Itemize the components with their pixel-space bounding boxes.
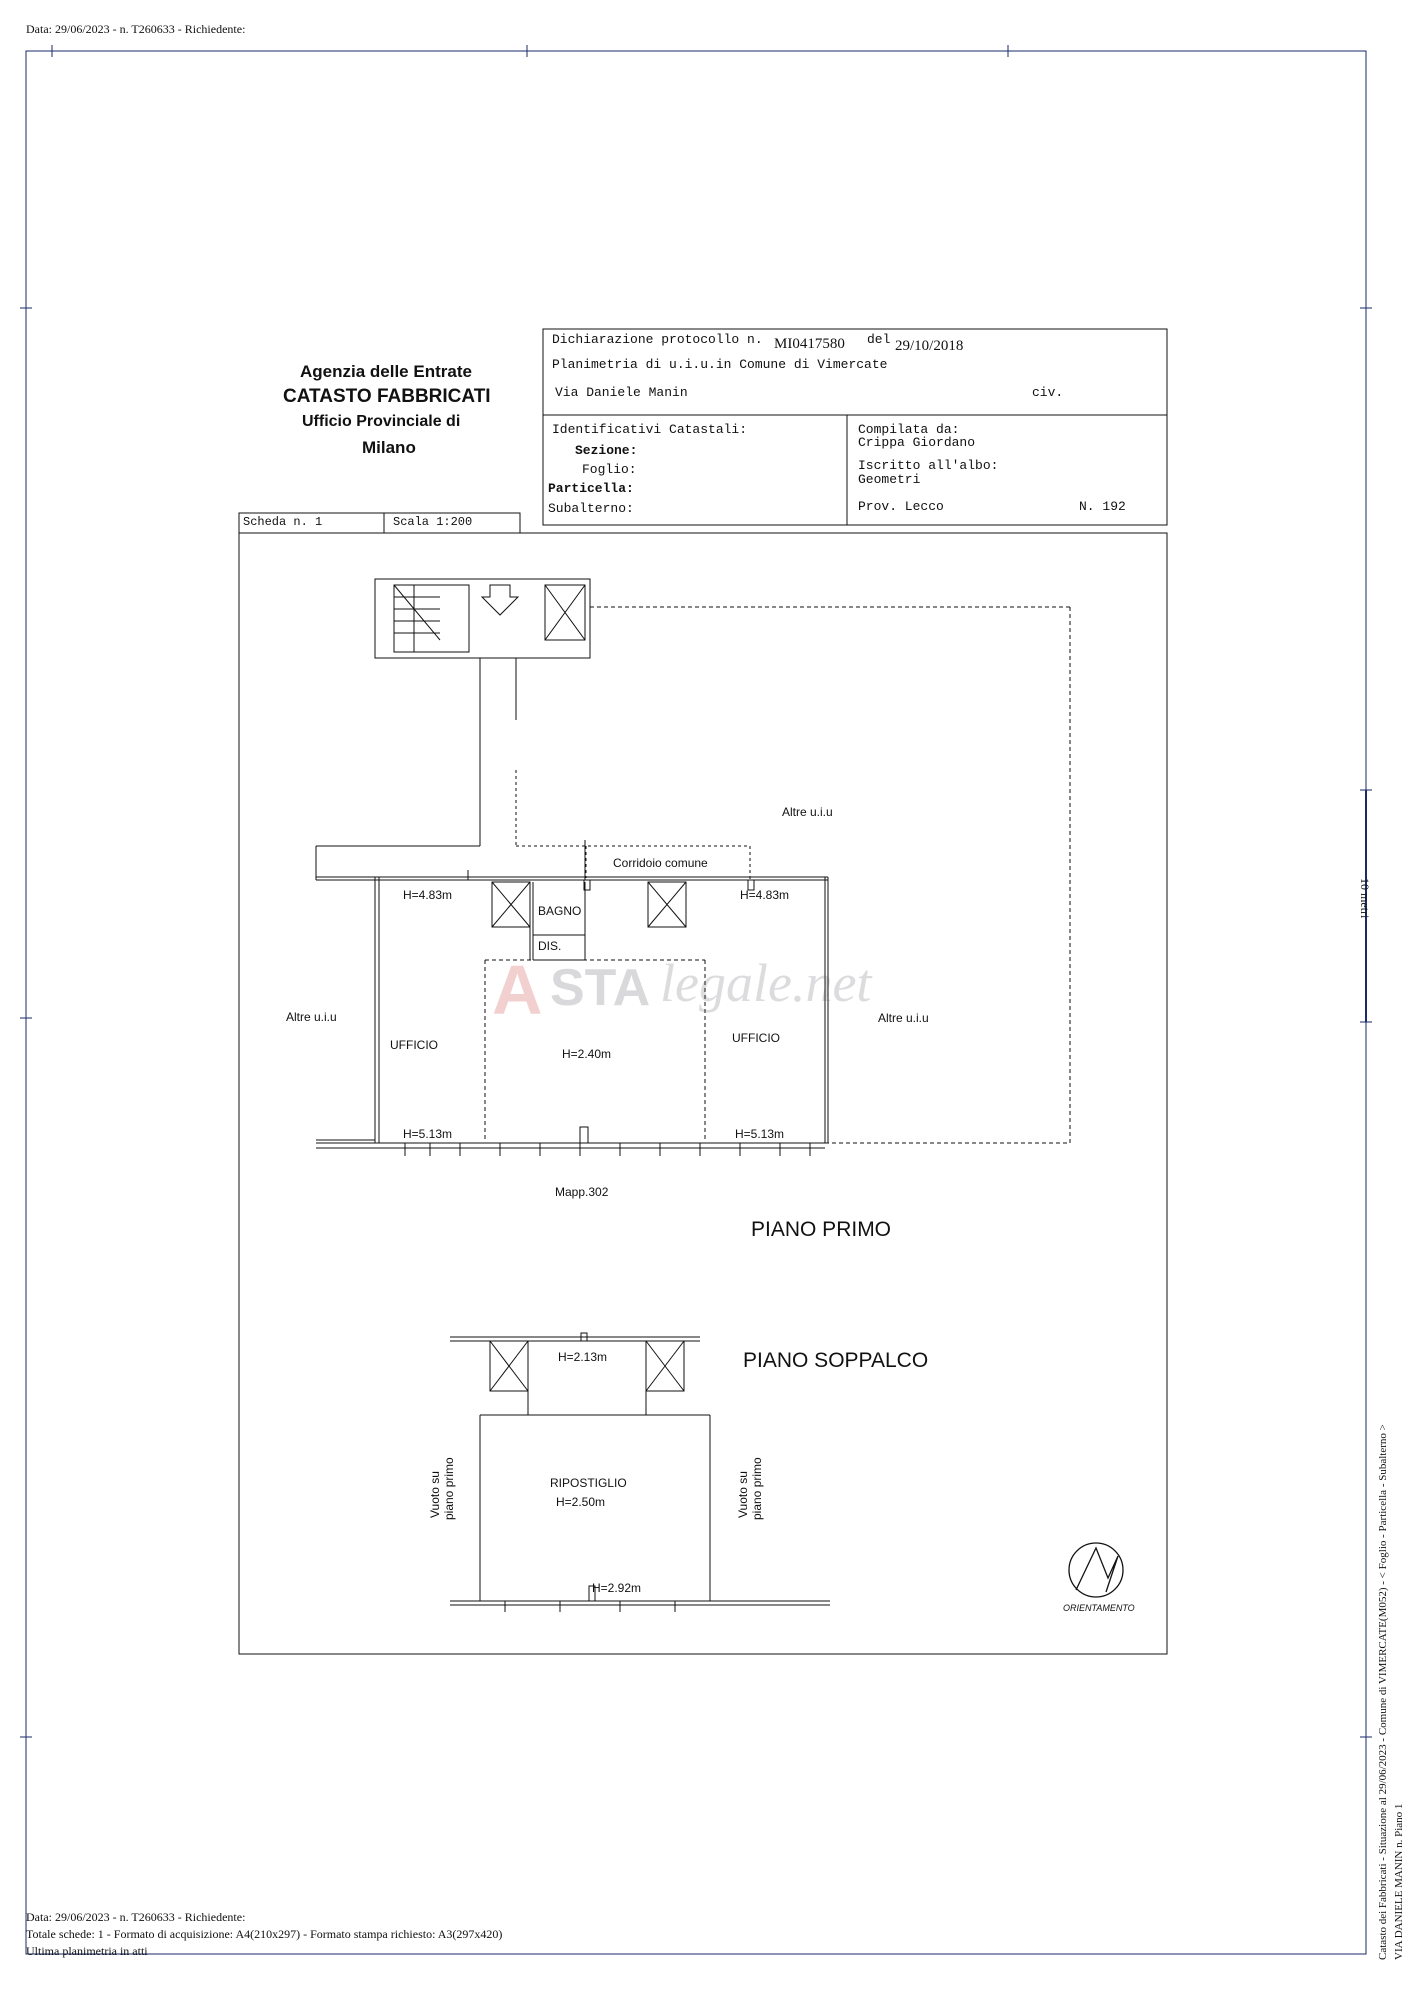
dis-label: DIS.: [538, 939, 562, 953]
footer-line2: Totale schede: 1 - Formato di acquisizione: A4(210x297) - Formato stampa richiesto: A3(297x420): [26, 1927, 503, 1941]
ufficio-left: UFFICIO: [390, 1038, 438, 1052]
side-caption-line1: Catasto dei Fabbricati - Situazione al 29/06/2023 - Comune di VIMERCATE(M052) - < Foglio - Particella - Subalterno >: [1377, 1424, 1389, 1960]
height-213: H=2.13m: [558, 1350, 608, 1364]
altre-uiu-top: Altre u.i.u: [782, 805, 833, 819]
compilata-name: Crippa Giordano: [858, 435, 976, 450]
albo-number: N. 192: [1079, 499, 1126, 514]
agency-line1: Agenzia delle Entrate: [300, 362, 472, 381]
mapp-label: Mapp.302: [555, 1185, 609, 1199]
vuoto-right-line2: piano primo: [750, 1457, 764, 1520]
watermark-logo-sta: STA: [550, 959, 651, 1017]
foglio-label: Foglio:: [582, 462, 637, 477]
protocol-label: Dichiarazione protocollo n.: [552, 332, 763, 347]
header-top-text: Data: 29/06/2023 - n. T260633 - Richiedente:: [26, 22, 246, 36]
vuoto-right-line1: Vuoto su: [736, 1471, 750, 1518]
date-value: 29/10/2018: [895, 338, 964, 354]
height-513-right: H=5.13m: [735, 1127, 785, 1141]
date-label: del: [867, 332, 891, 347]
height-292: H=2.92m: [592, 1581, 642, 1595]
scheda-label: Scheda n. 1: [243, 515, 323, 529]
agency-line3: Ufficio Provinciale di: [302, 413, 461, 430]
plan-piano-soppalco: [450, 1333, 830, 1612]
footer-line1: Data: 29/06/2023 - n. T260633 - Richiedente:: [26, 1910, 246, 1924]
sezione-label: Sezione:: [575, 443, 638, 458]
scala-label: Scala 1:200: [393, 515, 473, 529]
compilata-label: Compilata da:: [858, 422, 960, 437]
height-240: H=2.40m: [562, 1047, 612, 1061]
identifiers-title: Identificativi Catastali:: [552, 422, 748, 437]
side-caption-line2: VIA DANIELE MANIN n. Piano 1: [1393, 1803, 1405, 1960]
orientamento-label: ORIENTAMENTO: [1063, 1603, 1135, 1613]
watermark-logo-legale: legale.net: [660, 953, 872, 1013]
orientation-compass: [1069, 1543, 1123, 1597]
ripostiglio-label: RIPOSTIGLIO: [550, 1476, 627, 1490]
prov-label: Prov. Lecco: [858, 499, 944, 514]
protocol-value: MI0417580: [774, 336, 845, 352]
civ-label: civ.: [1032, 385, 1064, 400]
height-250: H=2.50m: [556, 1495, 606, 1509]
piano-primo-title: PIANO PRIMO: [751, 1218, 892, 1241]
corridoio-label: Corridoio comune: [613, 856, 708, 870]
scale-metri-label: 10 metri: [1358, 878, 1372, 919]
plan-title: Planimetria di u.i.u.in Comune di Vimercate: [552, 357, 888, 372]
height-513-left: H=5.13m: [403, 1127, 453, 1141]
iscritto-label: Iscritto all'albo:: [858, 458, 999, 473]
agency-line2: CATASTO FABBRICATI: [283, 386, 491, 407]
altre-uiu-right: Altre u.i.u: [878, 1011, 929, 1025]
piano-soppalco-title: PIANO SOPPALCO: [743, 1349, 929, 1372]
footer-line3: Ultima planimetria in atti: [26, 1944, 148, 1958]
albo-value: Geometri: [858, 472, 921, 487]
particella-label: Particella:: [548, 481, 634, 496]
subalterno-label: Subalterno:: [548, 501, 634, 516]
bagno-label: BAGNO: [538, 904, 582, 918]
watermark-logo-a: A: [492, 951, 543, 1029]
ufficio-right: UFFICIO: [732, 1031, 780, 1045]
height-483-left: H=4.83m: [403, 888, 453, 902]
vuoto-left-line1: Vuoto su: [428, 1471, 442, 1518]
vuoto-left-line2: piano primo: [442, 1457, 456, 1520]
address: Via Daniele Manin: [555, 385, 688, 400]
agency-line4: Milano: [362, 438, 416, 457]
altre-uiu-left: Altre u.i.u: [286, 1010, 337, 1024]
height-483-right: H=4.83m: [740, 888, 790, 902]
